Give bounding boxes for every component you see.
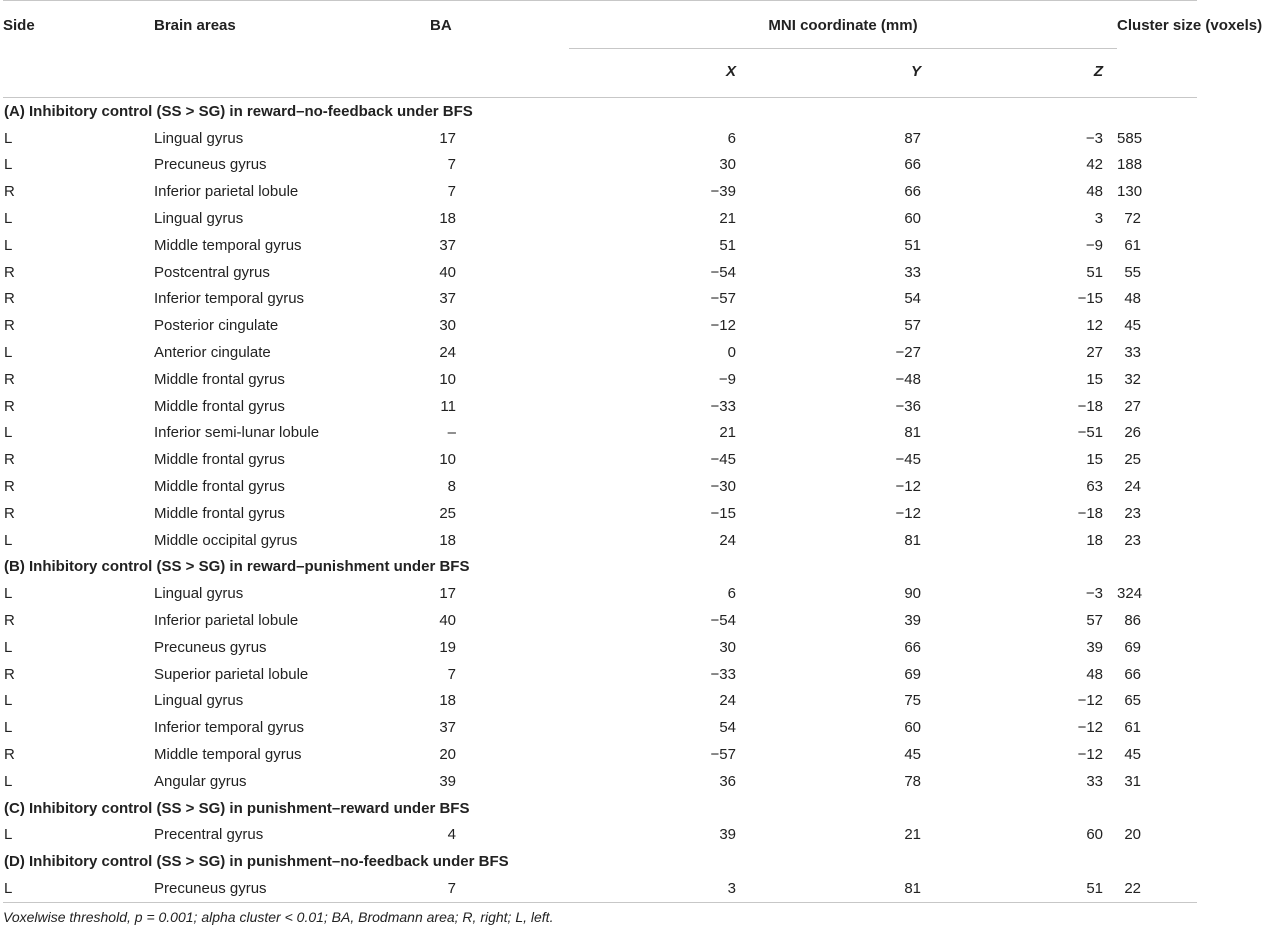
cell-y: 66 xyxy=(904,183,921,201)
table-row xyxy=(3,688,1197,715)
cell-z: 3 xyxy=(1094,210,1104,228)
table-row xyxy=(3,232,1197,259)
cell-y: 75 xyxy=(904,692,921,710)
table-row xyxy=(3,205,1197,232)
cell-x: 30 xyxy=(719,156,736,174)
cell-cluster-size: 585 xyxy=(1117,129,1143,147)
cell-brain-area: Anterior cingulate xyxy=(154,344,271,362)
header-y: Y xyxy=(910,62,921,80)
table-body xyxy=(3,98,1197,903)
header-brain-areas: Brain areas xyxy=(154,17,236,34)
cell-side: L xyxy=(4,156,13,174)
cell-ba: – xyxy=(447,424,456,442)
cell-z: 63 xyxy=(1086,478,1104,496)
cell-y: 66 xyxy=(904,156,921,174)
cell-cluster-size: 55 xyxy=(1124,263,1142,281)
cell-cluster-size: 23 xyxy=(1124,531,1142,549)
cell-y: 81 xyxy=(904,531,921,549)
cell-y: 39 xyxy=(904,612,921,630)
cell-ba: 18 xyxy=(439,531,456,549)
cell-y: −12 xyxy=(895,504,921,522)
cell-z: 42 xyxy=(1086,156,1104,174)
cell-x: −54 xyxy=(710,612,736,630)
cell-side: R xyxy=(4,451,15,469)
table-row xyxy=(3,607,1197,634)
cell-x: −39 xyxy=(710,183,736,201)
cell-y: 81 xyxy=(904,424,921,442)
cell-z: 60 xyxy=(1086,826,1104,844)
table-row xyxy=(3,339,1197,366)
cell-x: 24 xyxy=(719,692,736,710)
cell-y: 21 xyxy=(904,826,921,844)
cell-cluster-size: 23 xyxy=(1124,504,1142,522)
cell-x: −30 xyxy=(710,478,736,496)
cell-side: L xyxy=(4,129,13,147)
cell-ba: 37 xyxy=(439,719,456,737)
cell-x: −57 xyxy=(710,290,736,308)
table-row xyxy=(3,125,1197,152)
table-row xyxy=(3,393,1197,420)
cell-x: −15 xyxy=(710,504,736,522)
cell-y: 81 xyxy=(750,875,933,902)
cell-y: 69 xyxy=(904,665,921,683)
cell-x: 30 xyxy=(719,638,736,656)
cell-ba: 7 xyxy=(447,183,456,201)
cell-ba: 7 xyxy=(416,875,569,902)
cell-ba: 37 xyxy=(439,236,456,254)
cell-side: L xyxy=(4,719,13,737)
cell-z: 51 xyxy=(1086,263,1104,281)
cell-ba: 18 xyxy=(439,210,456,228)
header-cluster-size: Cluster size (voxels) xyxy=(1117,17,1262,34)
cell-y: 57 xyxy=(904,317,921,335)
cell-y: −45 xyxy=(895,451,921,469)
cell-y: −27 xyxy=(895,344,921,362)
cell-cluster-size: 24 xyxy=(1124,478,1142,496)
cell-brain-area: Lingual gyrus xyxy=(154,585,244,603)
cell-side: R xyxy=(4,290,15,308)
cell-x: 36 xyxy=(719,772,736,790)
cell-ba: 8 xyxy=(447,478,456,496)
cell-ba: 4 xyxy=(447,826,456,844)
cell-side: R xyxy=(4,746,15,764)
cell-x: −9 xyxy=(718,370,736,388)
cell-cluster-size: 65 xyxy=(1124,692,1142,710)
cell-ba: 7 xyxy=(447,665,456,683)
cell-cluster-size: 130 xyxy=(1117,183,1143,201)
cell-brain-area: Precuneus gyrus xyxy=(154,156,267,174)
cell-y: 33 xyxy=(904,263,921,281)
cell-side: L xyxy=(4,772,13,790)
header-mni-label: MNI coordinate (mm) xyxy=(768,17,918,34)
section-header xyxy=(3,554,1197,581)
cell-x: −33 xyxy=(710,665,736,683)
results-table xyxy=(3,0,1262,925)
cell-ba: 19 xyxy=(439,638,456,656)
cell-side: L xyxy=(4,531,13,549)
cell-z: 12 xyxy=(1086,317,1104,335)
cell-z: 33 xyxy=(1086,772,1104,790)
cell-z: −3 xyxy=(1085,129,1104,147)
cell-brain-area: Posterior cingulate xyxy=(154,317,279,335)
cell-z: 27 xyxy=(1086,344,1104,362)
cell-side: R xyxy=(4,263,15,281)
table-row xyxy=(3,420,1197,447)
cell-x: 21 xyxy=(719,424,736,442)
cell-side: R xyxy=(4,397,15,415)
cell-y: −36 xyxy=(895,397,921,415)
cell-z: 15 xyxy=(1086,370,1104,388)
cell-cluster-size: 48 xyxy=(1124,290,1142,308)
cell-cluster-size: 45 xyxy=(1124,317,1142,335)
cell-brain-area: Inferior temporal gyrus xyxy=(154,719,305,737)
cell-brain-area: Middle frontal gyrus xyxy=(154,370,285,388)
cell-side: R xyxy=(4,665,15,683)
cell-ba: 20 xyxy=(439,746,456,764)
table-row xyxy=(3,286,1197,313)
cell-z: −18 xyxy=(1077,504,1104,522)
header-ba: BA xyxy=(430,17,452,34)
cell-x: 24 xyxy=(719,531,736,549)
cell-z: −15 xyxy=(1077,290,1104,308)
cell-ba: 18 xyxy=(439,692,456,710)
cell-ba: 40 xyxy=(439,263,456,281)
cell-brain-area: Middle frontal gyrus xyxy=(154,451,285,469)
table-row xyxy=(3,768,1197,795)
cell-x: 39 xyxy=(719,826,736,844)
cell-x: 54 xyxy=(719,719,736,737)
cell-z: 57 xyxy=(1086,612,1104,630)
cell-side: L xyxy=(4,638,13,656)
cell-cluster-size: 61 xyxy=(1124,719,1142,737)
cell-z: 48 xyxy=(1086,665,1104,683)
cell-brain-area: Lingual gyrus xyxy=(154,692,244,710)
section-title: (C) Inhibitory control (SS > SG) in punishment–reward under BFS xyxy=(4,799,470,817)
header-side: Side xyxy=(3,17,35,34)
cell-brain-area: Middle temporal gyrus xyxy=(154,236,302,254)
header-mni-coordinate xyxy=(569,1,1117,48)
cell-z: −12 xyxy=(1077,719,1104,737)
cell-cluster-size: 26 xyxy=(1124,424,1142,442)
cell-y: 90 xyxy=(904,585,921,603)
cell-ba: 40 xyxy=(439,612,456,630)
cell-z: 48 xyxy=(1086,183,1104,201)
cell-brain-area: Lingual gyrus xyxy=(154,210,244,228)
cell-cluster-size: 20 xyxy=(1124,826,1142,844)
cell-cluster-size: 22 xyxy=(1117,875,1197,902)
cell-z: −9 xyxy=(1085,236,1104,254)
cell-brain-area: Precentral gyrus xyxy=(154,826,264,844)
cell-brain-area: Middle frontal gyrus xyxy=(154,478,285,496)
cell-x: 0 xyxy=(727,344,736,362)
section-title: (D) Inhibitory control (SS > SG) in punishment–no-feedback under BFS xyxy=(4,853,509,871)
header-z: Z xyxy=(1093,62,1104,80)
cell-side: R xyxy=(4,317,15,335)
cell-brain-area: Inferior parietal lobule xyxy=(154,183,299,201)
cell-z: 18 xyxy=(1086,531,1104,549)
cell-side: L xyxy=(3,875,154,902)
table-row xyxy=(3,473,1197,500)
cell-brain-area: Middle frontal gyrus xyxy=(154,504,285,522)
cell-y: 60 xyxy=(904,210,921,228)
cell-z: −12 xyxy=(1077,746,1104,764)
table-row xyxy=(3,741,1197,768)
cell-side: L xyxy=(4,344,13,362)
cell-brain-area: Angular gyrus xyxy=(154,772,247,790)
cell-y: 51 xyxy=(904,236,921,254)
header-x: X xyxy=(725,62,736,80)
cell-side: R xyxy=(4,478,15,496)
cell-x: 6 xyxy=(727,585,736,603)
section-header xyxy=(3,795,1197,822)
cell-ba: 37 xyxy=(439,290,456,308)
table-row xyxy=(3,822,1197,849)
cell-z: 51 xyxy=(933,875,1117,902)
cell-x: −57 xyxy=(710,746,736,764)
cell-brain-area: Superior parietal lobule xyxy=(154,665,309,683)
cell-cluster-size: 72 xyxy=(1124,210,1142,228)
cell-cluster-size: 31 xyxy=(1124,772,1142,790)
cell-side: L xyxy=(4,826,13,844)
section-header xyxy=(3,848,1197,875)
cell-ba: 24 xyxy=(439,344,456,362)
cell-brain-area: Middle frontal gyrus xyxy=(154,397,285,415)
cell-brain-area: Middle occipital gyrus xyxy=(154,531,298,549)
table-row xyxy=(3,259,1197,286)
cell-x: −12 xyxy=(710,317,736,335)
cell-cluster-size: 45 xyxy=(1124,746,1142,764)
table-row xyxy=(3,366,1197,393)
cell-cluster-size: 25 xyxy=(1124,451,1142,469)
cell-y: 60 xyxy=(904,719,921,737)
cell-brain-area: Precuneus gyrus xyxy=(154,875,416,902)
table-row xyxy=(3,634,1197,661)
cell-ba: 10 xyxy=(439,370,456,388)
table-footnote: Voxelwise threshold, p = 0.001; alpha cluster < 0.01; BA, Brodmann area; R, right; L, left. xyxy=(3,908,554,925)
cell-y: 78 xyxy=(904,772,921,790)
cell-y: −48 xyxy=(895,370,921,388)
cell-z: 39 xyxy=(1086,638,1104,656)
cell-z: −12 xyxy=(1077,692,1104,710)
cell-cluster-size: 66 xyxy=(1124,665,1142,683)
table-row xyxy=(3,875,1197,902)
results-table-container xyxy=(3,0,1262,925)
cell-brain-area: Middle temporal gyrus xyxy=(154,746,302,764)
section-title: (B) Inhibitory control (SS > SG) in reward–punishment under BFS xyxy=(4,558,470,576)
cell-y: 87 xyxy=(904,129,921,147)
cell-ba: 25 xyxy=(439,504,456,522)
cell-side: L xyxy=(4,236,13,254)
cell-cluster-size: 69 xyxy=(1124,638,1142,656)
cell-side: R xyxy=(4,504,15,522)
cell-y: 54 xyxy=(904,290,921,308)
table-row xyxy=(3,580,1197,607)
cell-cluster-size: 33 xyxy=(1124,344,1142,362)
cell-cluster-size: 86 xyxy=(1124,612,1142,630)
cell-brain-area: Postcentral gyrus xyxy=(154,263,270,281)
cell-ba: 30 xyxy=(439,317,456,335)
cell-ba: 7 xyxy=(447,156,456,174)
table-row xyxy=(3,661,1197,688)
table-row xyxy=(3,500,1197,527)
cell-z: −51 xyxy=(1077,424,1104,442)
cell-ba: 11 xyxy=(440,397,456,415)
table-row xyxy=(3,152,1197,179)
cell-x: −45 xyxy=(710,451,736,469)
table-row xyxy=(3,446,1197,473)
cell-y: 45 xyxy=(904,746,921,764)
cell-y: −12 xyxy=(895,478,921,496)
cell-ba: 39 xyxy=(439,772,456,790)
cell-cluster-size: 324 xyxy=(1117,585,1143,603)
cell-x: −33 xyxy=(710,397,736,415)
cell-x: 51 xyxy=(719,236,736,254)
cell-brain-area: Inferior parietal lobule xyxy=(154,612,299,630)
cell-side: L xyxy=(4,424,13,442)
cell-cluster-size: 32 xyxy=(1124,370,1142,388)
cell-side: R xyxy=(4,370,15,388)
cell-cluster-size: 188 xyxy=(1117,156,1143,174)
cell-ba: 10 xyxy=(439,451,456,469)
table-row xyxy=(3,178,1197,205)
cell-y: 66 xyxy=(904,638,921,656)
cell-z: −3 xyxy=(1085,585,1104,603)
section-title: (A) Inhibitory control (SS > SG) in reward–no-feedback under BFS xyxy=(4,102,473,120)
cell-brain-area: Precuneus gyrus xyxy=(154,638,267,656)
cell-z: 15 xyxy=(1086,451,1104,469)
cell-brain-area: Lingual gyrus xyxy=(154,129,244,147)
cell-side: R xyxy=(4,612,15,630)
cell-side: L xyxy=(4,692,13,710)
cell-x: −54 xyxy=(710,263,736,281)
table-row xyxy=(3,527,1197,554)
cell-ba: 17 xyxy=(439,129,456,147)
cell-cluster-size: 61 xyxy=(1124,236,1142,254)
cell-z: −18 xyxy=(1077,397,1104,415)
cell-x: 3 xyxy=(569,875,750,902)
cell-ba: 17 xyxy=(439,585,456,603)
cell-side: L xyxy=(4,210,13,228)
section-header xyxy=(3,98,1197,125)
table-row xyxy=(3,312,1197,339)
table-row xyxy=(3,714,1197,741)
cell-side: R xyxy=(4,183,15,201)
cell-brain-area: Inferior semi-lunar lobule xyxy=(154,424,320,442)
cell-side: L xyxy=(4,585,13,603)
cell-x: 6 xyxy=(727,129,736,147)
cell-cluster-size: 27 xyxy=(1124,397,1142,415)
cell-brain-area: Inferior temporal gyrus xyxy=(154,290,305,308)
cell-x: 21 xyxy=(719,210,736,228)
